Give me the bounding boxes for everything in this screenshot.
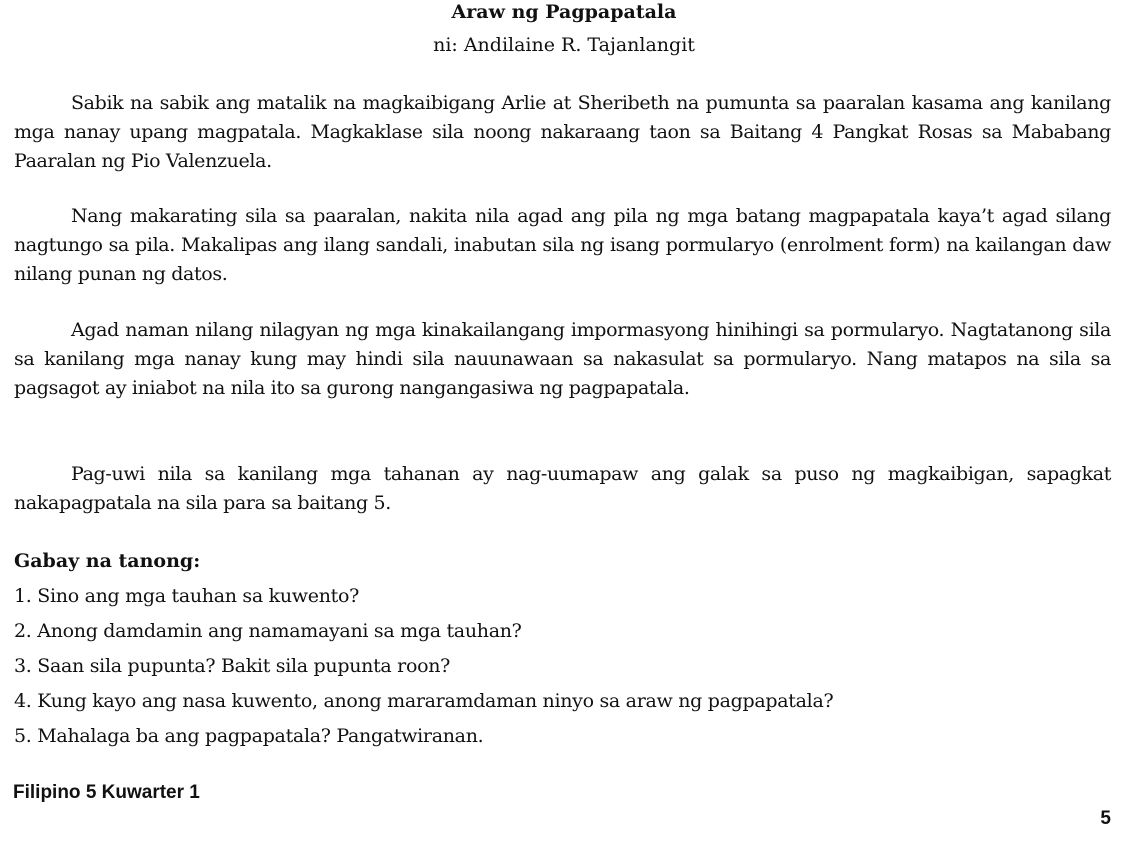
guide-question: 2. Anong damdamin ang namamayani sa mga tauhan? <box>14 620 522 642</box>
guide-question: 3. Saan sila pupunta? Bakit sila pupunta roon? <box>14 655 451 677</box>
guide-question: 1. Sino ang mga tauhan sa kuwento? <box>14 585 360 607</box>
guide-question: 4. Kung kayo ang nasa kuwento, anong mararamdaman ninyo sa araw ng pagpapatala? <box>14 690 834 712</box>
story-author: ni: Andilaine R. Tajanlangit <box>433 34 695 56</box>
footer-label: Filipino 5 Kuwarter 1 <box>13 782 200 803</box>
story-paragraph-3: Agad naman nilang nilagyan ng mga kinakailangang impormasyong hinihingi sa pormularyo. Nagtatanong sila sa kanilang mga nanay kung may hindi sila nauunawaan sa nakasulat sa pormularyo. Nang matapos na sila sa pagsagot ay iniabot na nila ito sa gurong nangangasiwa ng pagpapatala. <box>14 319 1111 399</box>
story-paragraph-2: Nang makarating sila sa paaralan, nakita nila agad ang pila ng mga batang magpapatala kaya’t agad silang nagtungo sa pila. Makalipas ang ilang sandali, inabutan sila ng isang pormularyo (enrolment form) na kailangan daw nilang punan ng datos. <box>14 205 1111 285</box>
story-paragraph-1: Sabik na sabik ang matalik na magkaibigang Arlie at Sheribeth na pumunta sa paaralan kasama ang kanilang mga nanay upang magpatala. Magkaklase sila noong nakaraang taon sa Baitang 4 Pangkat Rosas sa Mababang Paaralan ng Pio Valenzuela. <box>14 92 1111 172</box>
story-title: Araw ng Pagpapatala <box>451 1 677 23</box>
guide-questions-heading: Gabay na tanong: <box>14 550 201 572</box>
guide-question: 5. Mahalaga ba ang pagpapatala? Pangatwiranan. <box>14 725 484 747</box>
page-number: 5 <box>1100 808 1111 829</box>
story-paragraph-4: Pag-uwi nila sa kanilang mga tahanan ay nag-uumapaw ang galak sa puso ng magkaibigan, sapagkat nakapagpatala na sila para sa baitang 5. <box>14 463 1111 514</box>
